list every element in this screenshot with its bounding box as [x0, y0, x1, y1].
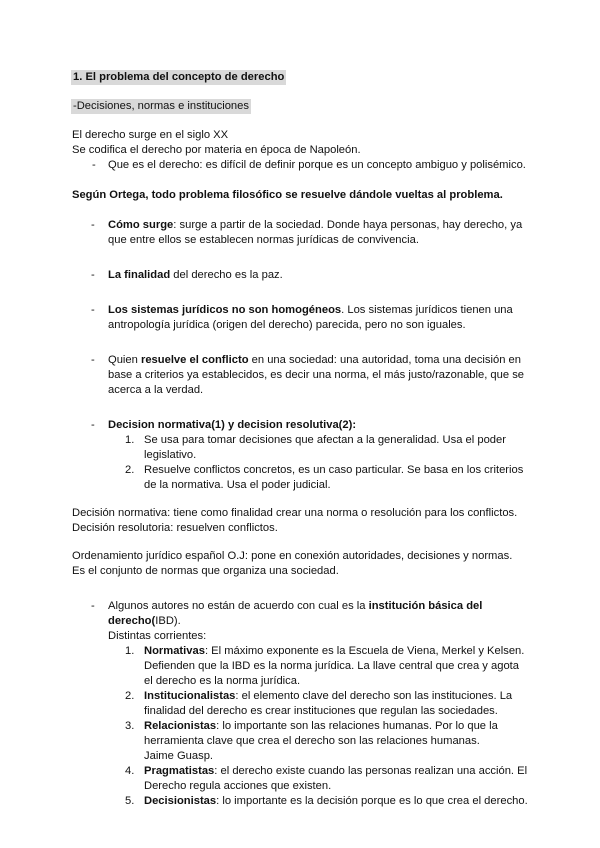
- section-title: 1. El problema del concepto de derecho: [73, 71, 285, 83]
- decision-item-1: 1. Se usa para tomar decisiones que afectan a la generalidad. Usa el poder legislativo.: [125, 434, 506, 461]
- corriente-item-relacionistas: 3. Relacionistas: lo importante son las relaciones humanas. Por lo que la herramienta clave que crea el derecho son las relaciones humanas. Jaime Guasp.: [125, 720, 498, 762]
- intro-paragraph: [72, 128, 532, 173]
- dash-marker: -: [91, 219, 95, 231]
- definitions-paragraph: [72, 506, 532, 536]
- intro-line-1: El derecho surge en el siglo XX: [72, 129, 229, 141]
- ortega-statement: Según Ortega, todo problema filosófico se resuelve dándole vueltas al problema.: [72, 189, 503, 201]
- ordenamiento-line-1: Ordenamiento jurídico español O.J: pone en conexión autoridades, decisiones y normas.: [72, 550, 513, 562]
- intro-dash-item: - Que es el derecho: es difícil de definir porque es un concepto ambiguo y polisémico.: [92, 159, 526, 171]
- corrientes-label: Distintas corrientes:: [108, 630, 207, 642]
- corriente-item-normativas: 1. Normativas: El máximo exponente es la Escuela de Viena, Merkel y Kelsen. Defienden que la IBD es la norma jurídica. La llave central que crea y agota el derecho es la norma jurídica.: [125, 645, 525, 687]
- definition-resolutoria: Decisión resolutoria: resuelven conflictos.: [72, 522, 278, 534]
- ordenamiento-line-2: Es el conjunto de normas que organiza una sociedad.: [72, 565, 339, 577]
- definition-normativa: Decisión normativa: tiene como finalidad crear una norma o resolución para los conflictos.: [72, 507, 518, 519]
- bullet-autores: - Algunos autores no están de acuerdo con cual es la institución básica del derecho(IBD). Distintas corrientes:: [72, 599, 532, 644]
- dash-marker: -: [91, 269, 95, 281]
- intro-line-2: Se codifica el derecho por materia en época de Napoleón.: [72, 144, 361, 156]
- dash-marker: -: [91, 419, 95, 431]
- bullet-finalidad: - La finalidad del derecho es la paz.: [91, 269, 283, 281]
- bullet-como-surge: - Cómo surge: surge a partir de la sociedad. Donde haya personas, hay derecho, ya que entre ellos se establecen normas jurídicas de convivencia.: [91, 219, 523, 246]
- bullet-sistemas: - Los sistemas jurídicos no son homogéneos. Los sistemas jurídicos tienen una antropología jurídica (origen del derecho) parecida, pero no son iguales.: [91, 304, 513, 331]
- corriente-item-institucionalistas: 2. Institucionalistas: el elemento clave del derecho son las instituciones. La finalidad del derecho es crear instituciones que regulan las sociedades.: [125, 690, 513, 717]
- corriente-item-decisionistas: 5. Decisionistas: lo importante es la decisión porque es lo que crea el derecho.: [125, 795, 528, 807]
- dash-marker: -: [91, 600, 95, 612]
- dash-marker: -: [91, 354, 95, 366]
- ordenamiento-paragraph: [72, 549, 532, 579]
- document-page: [72, 70, 532, 809]
- bullet-conflicto: - Quien resuelve el conflicto en una sociedad: una autoridad, toma una decisión en base a criterios ya establecidos, es decir una norma, el más justo/razonable, que se acerca a la verdad.: [91, 354, 525, 396]
- corriente-item-pragmatistas: 4. Pragmatistas: el derecho existe cuando las personas realizan una acción. El Derecho regula acciones que existen.: [125, 765, 528, 792]
- bullet-decision: - Decision normativa(1) y decision resolutiva(2):: [91, 419, 357, 431]
- decision-item-2: 2. Resuelve conflictos concretos, es un caso particular. Se basa en los criterios de la normativa. Usa el poder judicial.: [125, 464, 524, 491]
- dash-marker: -: [92, 159, 96, 171]
- section-subtitle: -Decisiones, normas e instituciones: [73, 100, 249, 112]
- dash-marker: -: [91, 304, 95, 316]
